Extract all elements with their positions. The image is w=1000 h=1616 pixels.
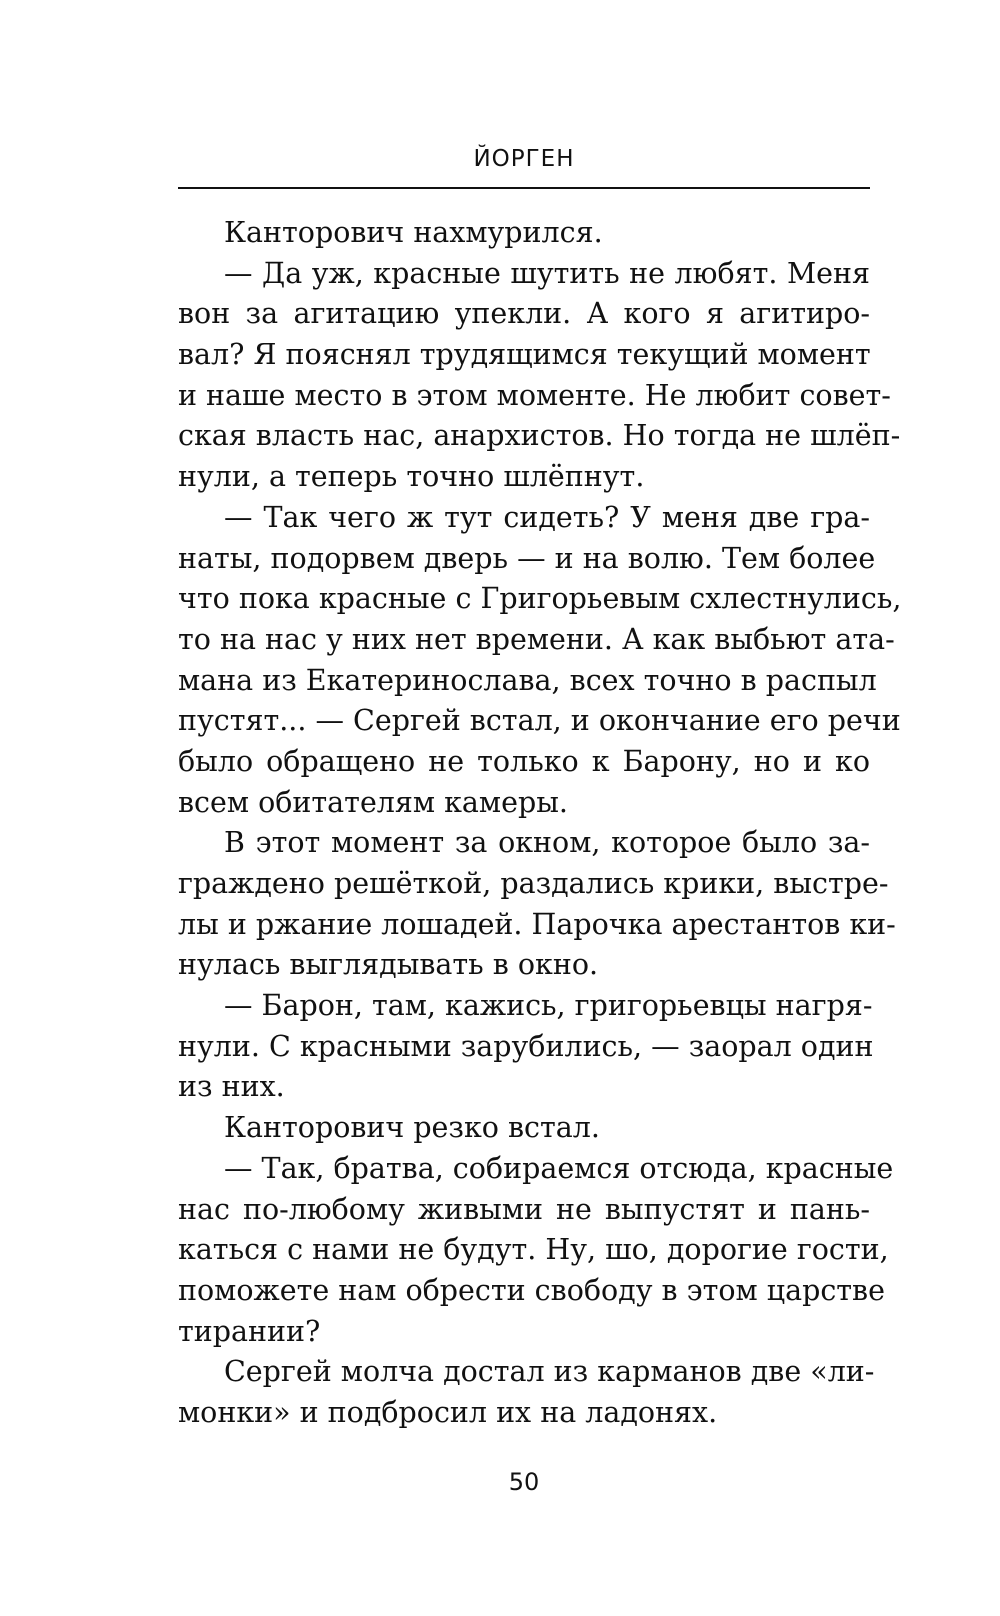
text-line: Канторович резко встал. (224, 1111, 600, 1145)
text-line: ская власть нас, анархистов. Но тогда не шлёп- (178, 419, 901, 453)
text-line: было обращено не только к Барону, но и ко (178, 744, 870, 778)
text-line: нас по-любому живыми не выпустят и пань- (178, 1192, 870, 1226)
header-rule (178, 187, 870, 189)
text-line: мана из Екатеринослава, всех точно в распыл (178, 663, 877, 697)
page-number: 50 (508, 1468, 540, 1496)
text-line: пустят... — Сергей встал, и окончание его речи (178, 704, 901, 738)
running-head: ЙОРГЕН (473, 146, 575, 172)
text-line: В этот момент за окном, которое было за- (224, 826, 870, 860)
text-line: нулась выглядывать в окно. (178, 948, 599, 982)
text-line: что пока красные с Григорьевым схлестнулись, (178, 582, 902, 616)
text-line: граждено решёткой, раздались крики, выстре- (178, 867, 889, 900)
text-line: каться с нами не будут. Ну, шо, дорогие гости, (178, 1233, 889, 1267)
text-line: вал? Я пояснял трудящимся текущий момент (178, 338, 871, 372)
text-line: из них. (178, 1070, 285, 1104)
text-line: лы и ржание лошадей. Парочка арестантов ки- (178, 907, 896, 941)
text-line: то на нас у них нет времени. А как выбьют ата- (178, 622, 895, 656)
text-line: Канторович нахмурился. (224, 216, 603, 249)
text-line: — Да уж, красные шутить не любят. Меня (224, 256, 870, 290)
text-line: монки» и подбросил их на ладонях. (178, 1395, 718, 1429)
body-text (178, 213, 902, 1434)
text-line: поможете нам обрести свободу в этом царстве (178, 1273, 885, 1307)
text-line: тирании? (178, 1314, 321, 1348)
text-line: — Так, братва, собираемся отсюда, красные (224, 1151, 894, 1185)
text-line: Сергей молча достал из карманов две «ли- (224, 1355, 875, 1389)
text-line: наты, подорвем дверь — и на волю. Тем более (178, 541, 876, 575)
text-line: нули. С красными зарубились, — заорал один (178, 1029, 874, 1063)
text-line: всем обитателям камеры. (178, 785, 568, 819)
text-line: — Барон, там, кажись, григорьевцы нагря- (224, 989, 873, 1023)
text-line: вон за агитацию упекли. А кого я агитиро- (178, 297, 870, 331)
text-line: — Так чего ж тут сидеть? У меня две гра- (224, 500, 870, 534)
text-line: нули, а теперь точно шлёпнут. (178, 460, 645, 494)
text-line: и наше место в этом моменте. Не любит совет- (178, 378, 891, 412)
